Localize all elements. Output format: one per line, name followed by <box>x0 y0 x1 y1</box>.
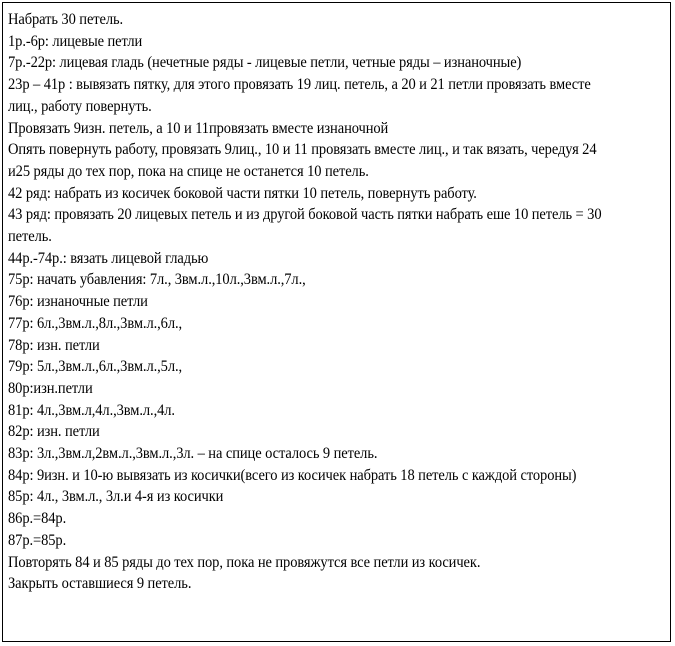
instruction-line: 43 ряд: провязать 20 лицевых петель и из другой боковой часть пятки набрать еше 10 петель = 30 <box>8 206 602 224</box>
instruction-line: и25 ряды до тех пор, пока на спице не останется 10 петель. <box>8 162 369 180</box>
instruction-line: Провязать 9изн. петель, а 10 и 11провязать вместе изнаночной <box>8 119 389 137</box>
instruction-line: 1р.-6р: лицевые петли <box>8 32 143 50</box>
instruction-line: 77р: 6л.,3вм.л.,8л.,3вм.л.,6л., <box>8 314 183 332</box>
instruction-line: 87р.=85р. <box>8 531 67 549</box>
instruction-line: 79р: 5л.,3вм.л.,6л.,3вм.л.,5л., <box>8 358 183 376</box>
instruction-line: 78р: изн. петли <box>8 336 100 354</box>
instruction-line: 82р: изн. петли <box>8 423 100 441</box>
instruction-line: Набрать 30 петель. <box>8 11 124 28</box>
instruction-line: 42 ряд: набрать из косичек боковой части пятки 10 петель, повернуть работу. <box>8 184 477 202</box>
instruction-line: 85р: 4л., 3вм.л., 3л.и 4-я из косички <box>8 488 224 506</box>
instruction-line: Закрыть оставшиеся 9 петель. <box>8 575 192 593</box>
instruction-line: 23р – 41р : вывязать пятку, для этого провязать 19 лиц. петель, а 20 и 21 петли провязать вместе <box>8 76 591 94</box>
instruction-line: петель. <box>8 228 52 246</box>
instruction-line: 81р: 4л.,3вм.л,4л.,3вм.л.,4л. <box>8 401 175 419</box>
instruction-line: 75р: начать убавления: 7л., 3вм.л.,10л.,3вм.л.,7л., <box>8 271 306 289</box>
instruction-line: Повторять 84 и 85 ряды до тех пор, пока не провяжутся все петли из косичек. <box>8 553 481 571</box>
instruction-line: 44р.-74р.: вязать лицевой гладью <box>8 249 209 267</box>
instruction-line: 84р: 9изн. и 10-ю вывязать из косички(всего из косичек набрать 18 петель с каждой стороны) <box>8 466 577 484</box>
knitting-instructions-document <box>2 2 671 642</box>
instruction-line: 83р: 3л.,3вм.л,2вм.л.,3вм.л.,3л. – на спице осталось 9 петель. <box>8 445 378 463</box>
instruction-line: 86р.=84р. <box>8 510 67 528</box>
instruction-line: Опять повернуть работу, провязать 9лиц., 10 и 11 провязать вместе лиц., и так вязать, чередуя 24 <box>8 141 597 159</box>
instruction-lines <box>8 9 666 595</box>
instruction-line: 80р:изн.петли <box>8 379 93 397</box>
instruction-line: 7р.-22р: лицевая гладь (нечетные ряды - лицевые петли, четные ряды – изнаночные) <box>8 54 522 72</box>
instruction-line: лиц., работу повернуть. <box>8 97 152 115</box>
instruction-line: 76р: изнаночные петли <box>8 293 148 311</box>
